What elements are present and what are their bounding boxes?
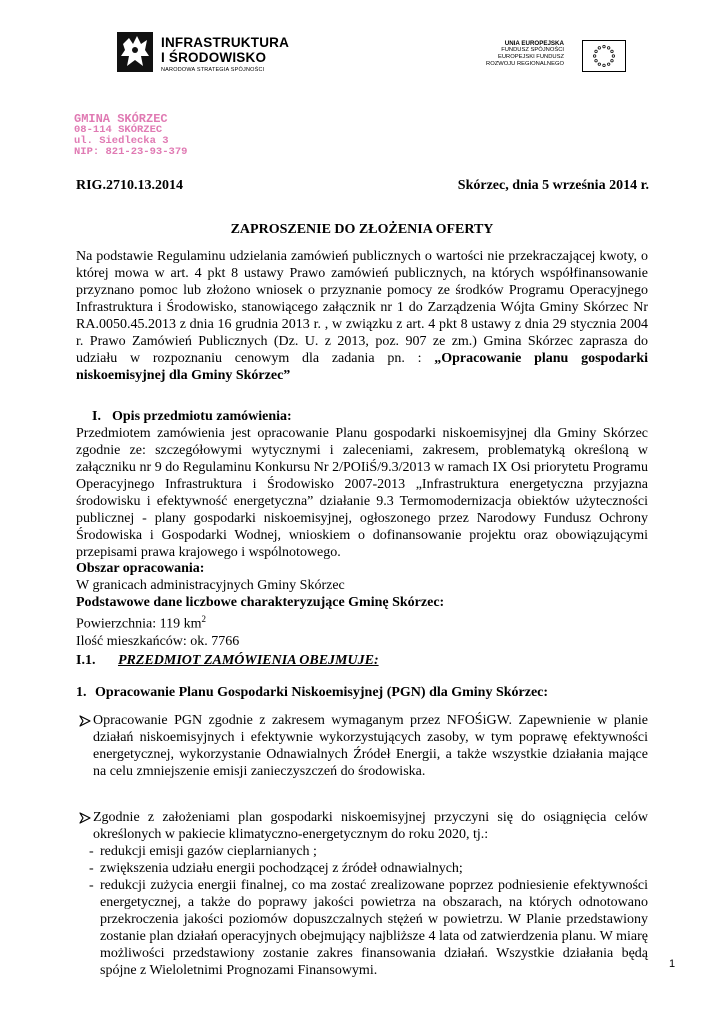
section-1-title: Opis przedmiotu zamówienia: bbox=[112, 409, 292, 424]
reference-number: RIG.2710.13.2014 bbox=[76, 178, 183, 193]
section-1-description: Przedmiotem zamówienia jest opracowanie Planu gospodarki niskoemisyjnej dla Gminy Skórzec zgodnie ze: szczegółowymi wytycznymi i zaleceniami, zakresem, problematyką określoną w załączniku nr 9 do Regulaminu Konkursu Nr 2/POIiŚ/9.3/2013 w ramach IX Osi priorytetu Programu Operacyjnego Infrastruktura i Środowisko 2007-2013 „Infrastruktura energetyczna przyjazna środowisku i efektywność energetyczna” działanie 9.3 Termomodernizacja obiektów użyteczności publicznej - plany gospodarki niskoemisyjnej, ogłoszonego przez Narodowy Fundusz Ochrony Środowiska i Gospodarki Wodnej, wnioskiem o dofinansowanie projektu oraz obowiązującymi przepisami prawa krajowego i wspólnotowego. bbox=[76, 426, 648, 560]
dash-item-text: zwiększenia udziału energii pochodzącej z źródeł odnawialnych; bbox=[100, 861, 463, 876]
dash-item bbox=[89, 843, 648, 860]
stamp-line-2: 08-114 SKÓRZEC bbox=[74, 124, 163, 136]
logo-line-3: NARODOWA STRATEGIA SPÓJNOŚCI bbox=[161, 67, 265, 73]
eu-logo bbox=[466, 40, 626, 76]
document-title: ZAPROSZENIE DO ZŁOŻENIA OFERTY bbox=[230, 222, 494, 237]
section-1-number: I. bbox=[92, 409, 101, 424]
subsection-title: PRZEDMIOT ZAMÓWIENIA OBEJMUJE: bbox=[118, 653, 379, 668]
dash-item-text: redukcji emisji gazów cieplarnianych ; bbox=[100, 844, 317, 859]
dash-symbol: - bbox=[89, 844, 94, 859]
eu-logo-line-4: ROZWOJU REGIONALNEGO bbox=[486, 61, 564, 67]
subsection-heading bbox=[76, 652, 379, 669]
infrastruktura-srodowisko-logo bbox=[115, 28, 295, 78]
eu-logo-line-3: EUROPEJSKI FUNDUSZ bbox=[497, 54, 564, 60]
section-1-heading bbox=[92, 408, 292, 425]
area-block bbox=[76, 560, 648, 650]
page-number: 1 bbox=[668, 958, 676, 970]
arrow-bullet-icon bbox=[78, 811, 92, 825]
item-1-heading bbox=[76, 684, 548, 701]
eu-logo-text bbox=[486, 40, 564, 68]
place-and-date: Skórzec, dnia 5 września 2014 r. bbox=[457, 178, 649, 193]
bullet-item: Zgodnie z założeniami plan gospodarki niskoemisyjnej przyczyni się do osiągnięcia celów określonych w pakiecie klimatyczno-energetycznym do roku 2020, tj.: bbox=[93, 810, 648, 842]
area-population: Ilość mieszkańców: ok. 7766 bbox=[76, 633, 240, 649]
surface-sup: 2 bbox=[201, 614, 206, 624]
surface-label: Powierzchnia: 119 km bbox=[76, 616, 202, 632]
municipality-stamp bbox=[74, 114, 194, 158]
item-1-number: 1. bbox=[76, 685, 87, 700]
logo-line-1: INFRASTRUKTURA bbox=[161, 35, 290, 50]
logo-line-2: I ŚRODOWISKO bbox=[161, 50, 267, 65]
eagle-emblem-icon bbox=[115, 30, 155, 74]
task-name: „Opracowanie planu gospodarki niskoemisyjnej dla Gminy Skórzec” bbox=[76, 351, 648, 383]
area-line: W granicach administracyjnych Gminy Skórzec bbox=[76, 578, 345, 593]
area-heading: Obszar opracowania: bbox=[76, 561, 205, 576]
stamp-line-1: GMINA SKÓRZEC bbox=[74, 112, 168, 126]
item-1-title: Opracowanie Planu Gospodarki Niskoemisyjnej (PGN) dla Gminy Skórzec: bbox=[95, 685, 549, 700]
stamp-line-4: NIP: 821-23-93-379 bbox=[74, 146, 188, 158]
area-surface bbox=[76, 611, 648, 633]
dash-symbol: - bbox=[89, 861, 94, 876]
intro-text: Na podstawie Regulaminu udzielania zamówień publicznych o wartości nie przekraczającej kwoty, o której mowa w art. 4 pkt 8 ustawy Prawo zamówień publicznych, na których współfinansowanie przyznano pomoc lub złożono wniosek o przyznanie pomocy ze środków Programu Operacyjnego Infrastruktura i Środowisko, stanowiącego załącznik nr 1 do Zarządzenia Wójta Gminy Skórzec Nr RA.0050.45.2013 z dnia 16 grudnia 2013 r. , w związku z art. 4 pkt 8 ustawy z dnia 29 stycznia 2004 r. Prawo Zamówień Publicznych (Dz. U. z 2013, poz. 907 ze zm.) Gmina Skórzec zaprasza do udziału w rozpoznaniu cenowym dla zadania pn. : bbox=[76, 249, 648, 366]
intro-paragraph bbox=[76, 248, 648, 384]
stamp-line-3: ul. Siedlecka 3 bbox=[74, 135, 169, 147]
eu-logo-line-1: UNIA EUROPEJSKA bbox=[504, 40, 564, 47]
dash-item-text: redukcji zużycia energii finalnej, co ma zostać zrealizowane poprzez podniesienie efektywności energetycznej, a także do poprawy jakości powietrza na obszarach, na których odnotowano przekroczenia jakości poziomów dopuszczalnych stężeń w powietrzu. W Planie przedstawiony zostanie plan działań operacyjnych obejmujący najbliższe 4 lata od zatwierdzenia planu. W miarę możliwości przedstawiony zostanie zakres finansowania działań. Wszystkie działania będą spójne z Wieloletnimi Prognozami Finansowymi. bbox=[100, 878, 648, 978]
area-data-heading: Podstawowe dane liczbowe charakteryzujące Gminę Skórzec: bbox=[76, 595, 445, 610]
arrow-bullet-icon bbox=[78, 714, 92, 728]
eu-flag-icon bbox=[582, 40, 626, 72]
dash-symbol: - bbox=[89, 878, 94, 893]
bullet-item: Opracowanie PGN zgodnie z zakresem wymaganym przez NFOŚiGW. Zapewnienie w planie działań niskoemisyjnych i efektywnie wykorzystujących zasoby, w tym poprawę efektywności energetycznej, wykorzystanie Odnawialnych Źródeł Energii, a także wszystkie działania mające na celu zmniejszenie emisji zanieczyszczeń do środowiska. bbox=[93, 713, 648, 779]
subsection-number: I.1. bbox=[76, 653, 96, 668]
dash-item bbox=[89, 860, 648, 877]
eu-logo-line-2: FUNDUSZ SPÓJNOŚCI bbox=[501, 47, 564, 53]
